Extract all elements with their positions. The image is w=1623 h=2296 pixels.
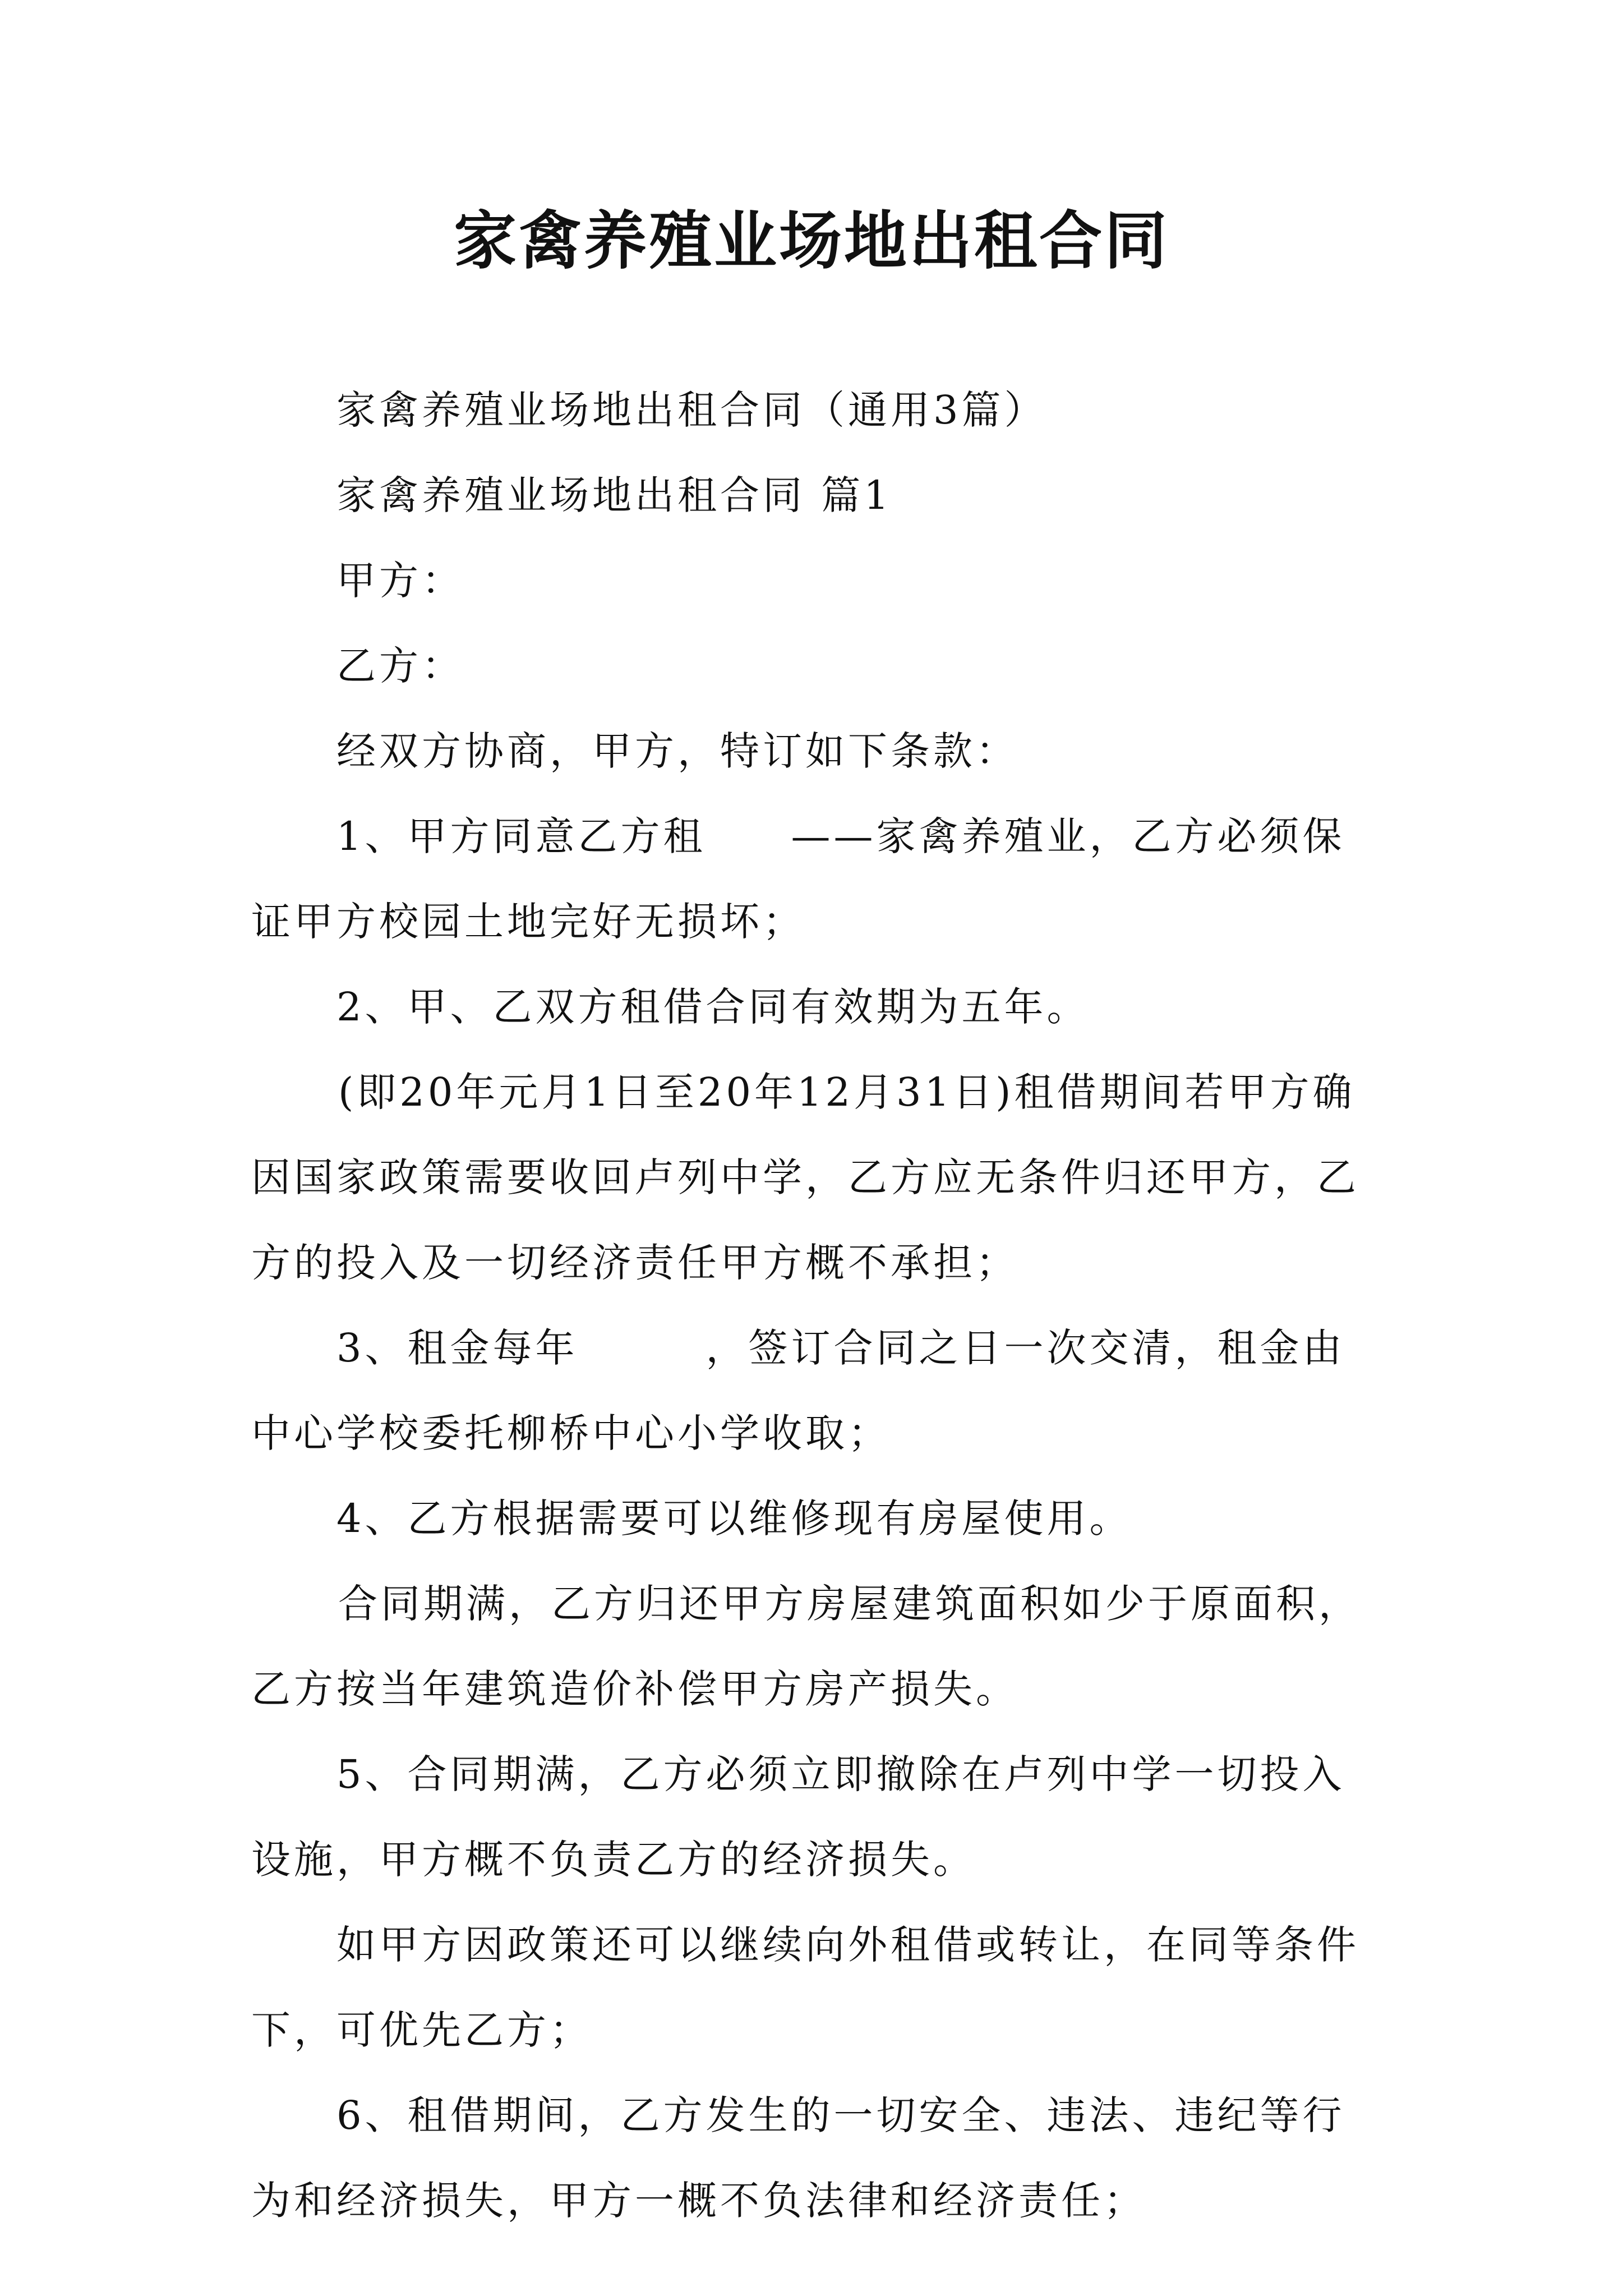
paragraph-part-heading: 家禽养殖业场地出租合同 篇1 [336,472,892,518]
clause-5-detail: 如甲方因政策还可以继续向外租借或转让，在同等条件下，可优先乙方； [251,1922,1359,2053]
clause-2: 2、甲、乙双方租借合同有效期为五年。 [336,984,1090,1030]
document-body [251,367,1384,2243]
paragraph-subtitle: 家禽养殖业场地出租合同（通用3篇） [336,387,1047,433]
clause-4-detail: 合同期满，乙方归还甲方房屋建筑面积如少于原面积，乙方按当年建筑造价补偿甲方房产损失。 [251,1581,1361,1712]
paragraph-party-a: 甲方： [336,558,464,604]
clause-1: 1、甲方同意乙方租 ——家禽养殖业，乙方必须保证甲方校园土地完好无损坏； [251,813,1345,945]
clause-6: 6、租借期间，乙方发生的一切安全、违法、违纪等行为和经济损失，甲方一概不负法律和经济责任； [251,2092,1345,2224]
paragraph-party-b: 乙方： [336,643,464,689]
clause-4: 4、乙方根据需要可以维修现有房屋使用。 [336,1496,1132,1542]
clause-2-detail: (即20年元月1日至20年12月31日)租借期间若甲方确因国家政策需要收回卢列中学，乙方应无条件归还甲方，乙方的投入及一切经济责任甲方概不承担； [251,1069,1359,1286]
document-title: 家禽养殖业场地出租合同 [454,204,1169,278]
clause-5: 5、合同期满，乙方必须立即撤除在卢列中学一切投入设施，甲方概不负责乙方的经济损失。 [251,1751,1345,1883]
paragraph-intro: 经双方协商，甲方，特订如下条款： [336,728,1018,774]
clause-3: 3、租金每年 ，签订合同之日一次交清，租金由中心学校委托柳桥中心小学收取； [251,1325,1345,1456]
